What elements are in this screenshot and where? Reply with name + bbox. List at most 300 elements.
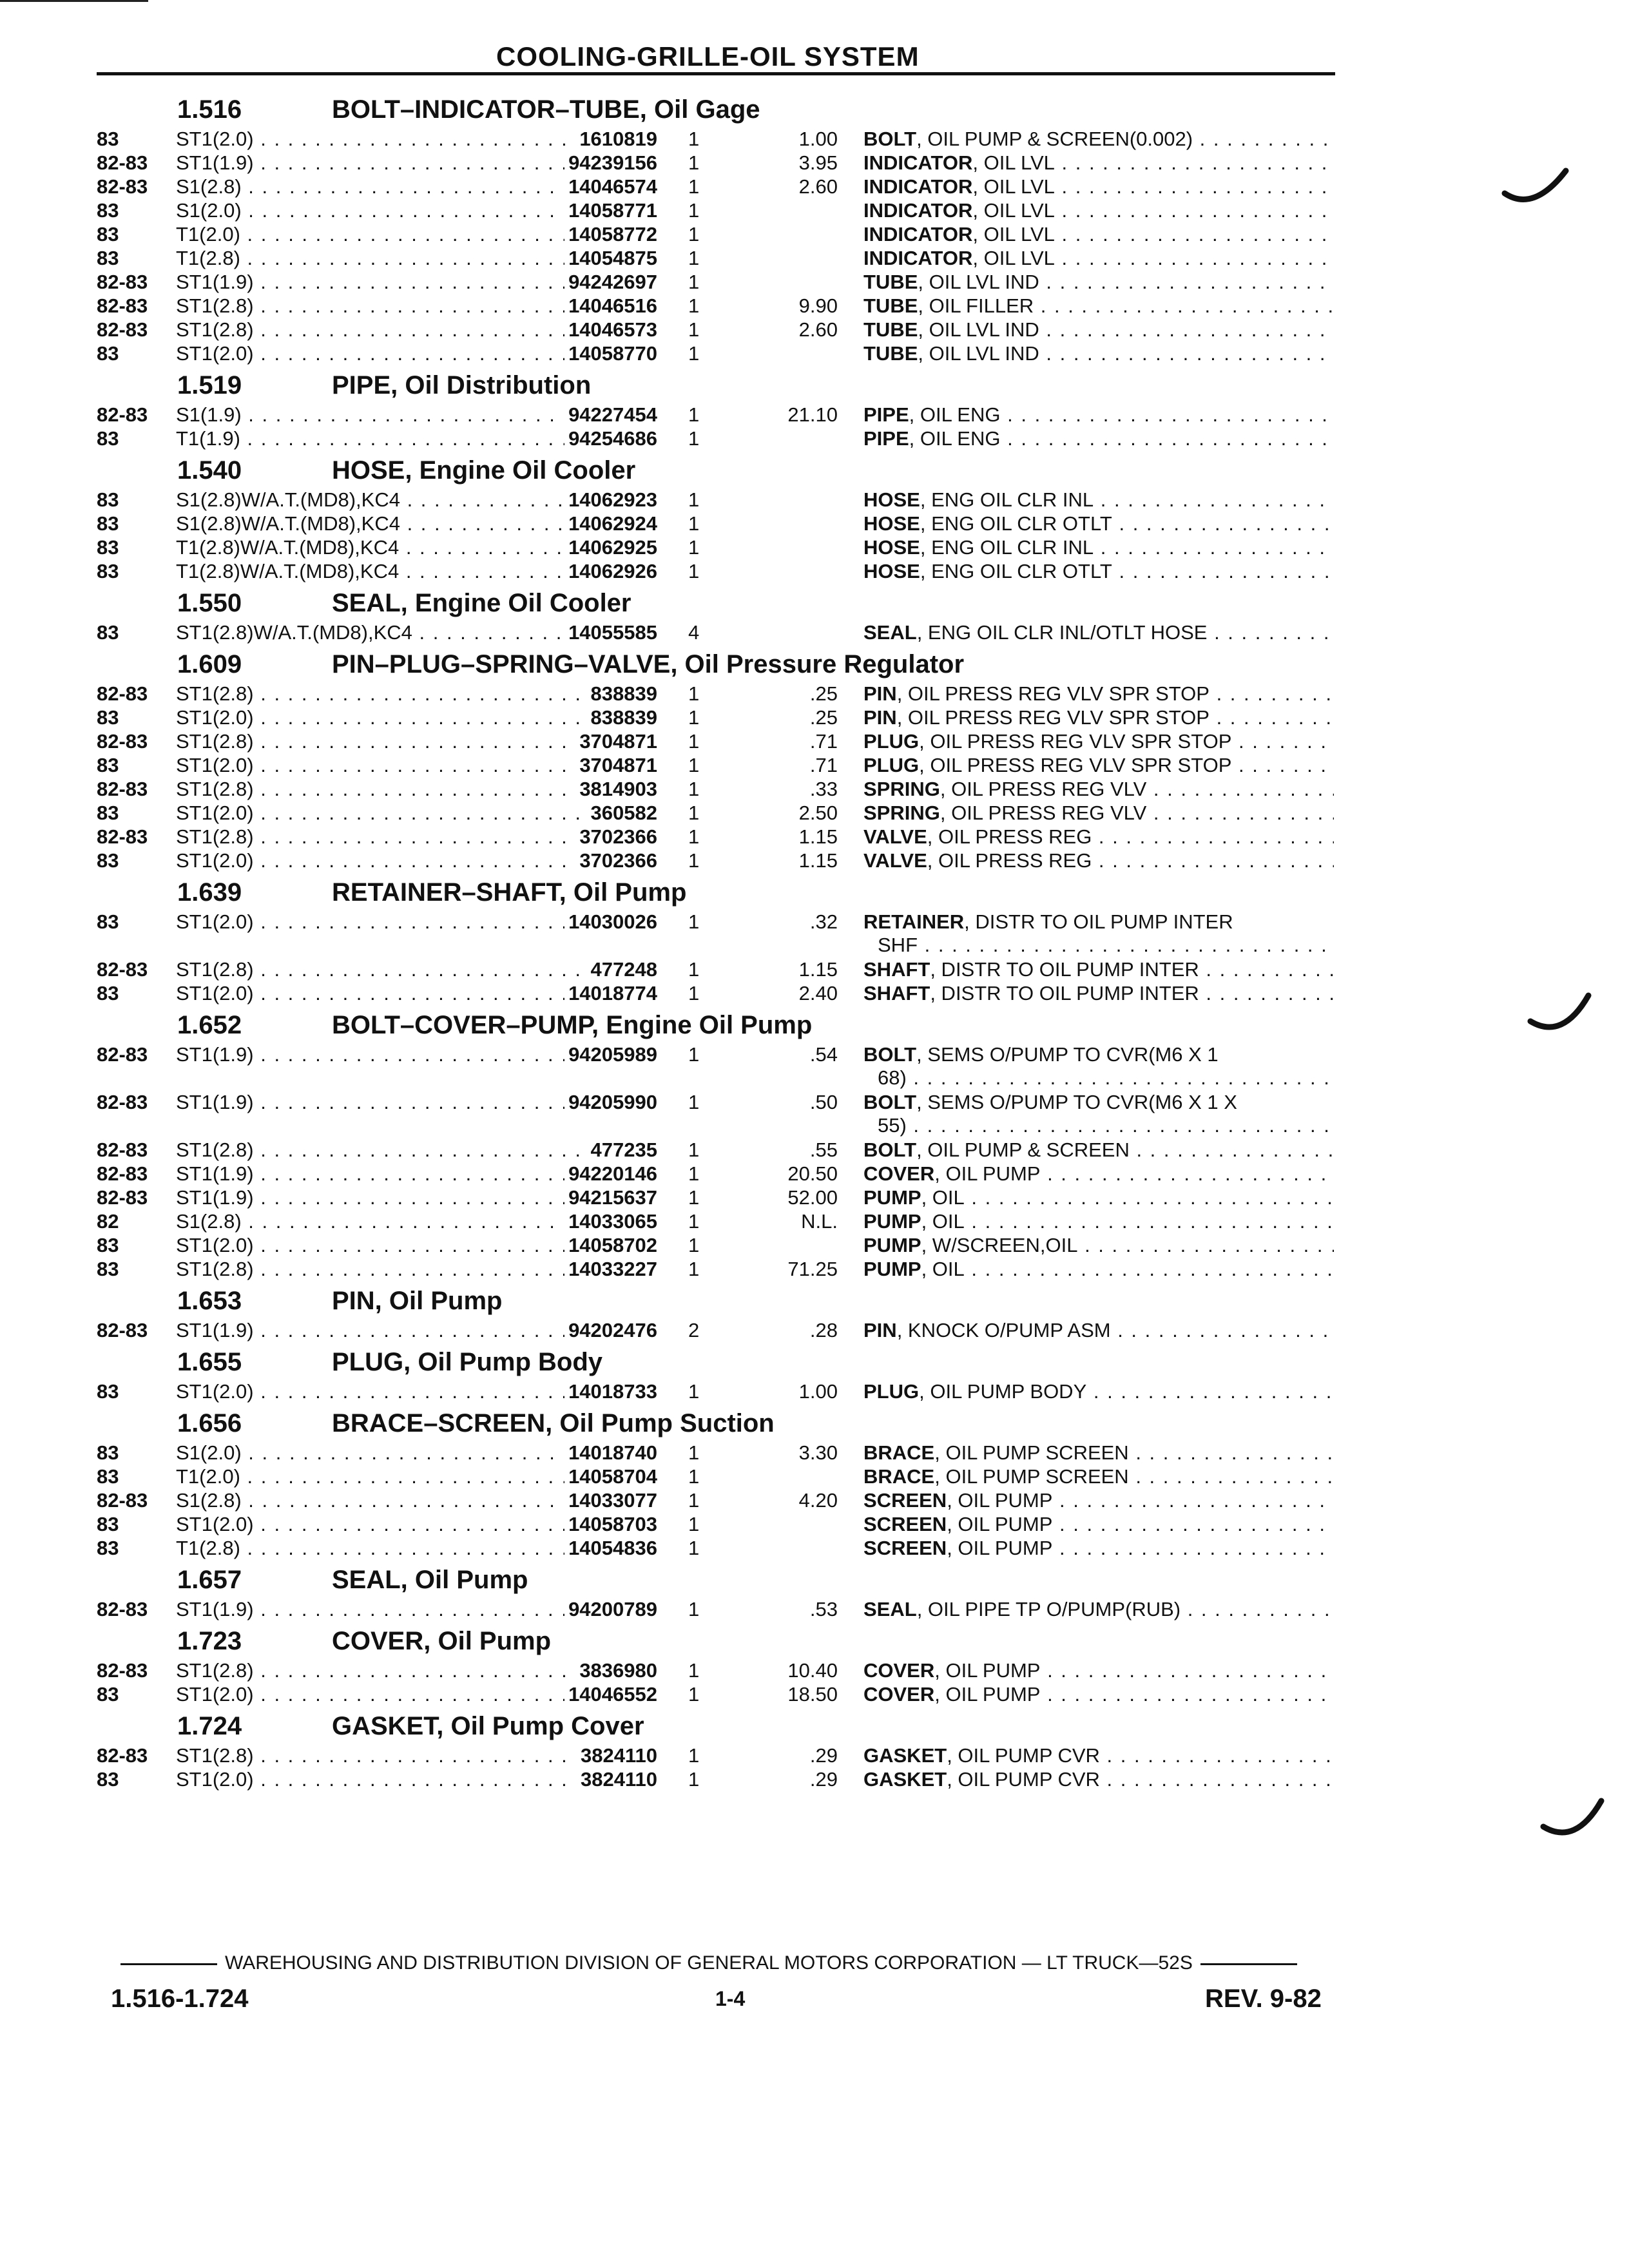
part-description — [863, 682, 1334, 706]
quantity: 1 — [688, 1210, 700, 1233]
part-number: 838839 — [587, 706, 657, 729]
part-detail: , OIL PUMP — [947, 1513, 1053, 1535]
part-number: 14033065 — [564, 1210, 657, 1233]
part-noun: BRACE — [863, 1465, 935, 1488]
part-description — [863, 706, 1334, 729]
part-description — [863, 1465, 1334, 1488]
part-description — [863, 730, 1334, 753]
part-row — [97, 223, 1334, 247]
model-application: ST1(2.0) . . . — [176, 1380, 621, 1403]
part-noun: HOSE — [863, 560, 920, 582]
part-row — [97, 1598, 1334, 1622]
part-detail: , OIL PRESS REG VLV SPR STOP — [919, 754, 1232, 776]
part-noun: INDICATOR — [863, 199, 973, 222]
model-application: ST1(2.8) . . . — [176, 778, 621, 801]
part-row — [97, 536, 1334, 560]
model-application: ST1(2.8) . . . — [176, 1139, 621, 1162]
part-detail: , OIL LVL IND — [918, 342, 1039, 365]
part-number: 94205989 — [564, 1043, 657, 1066]
part-number: 3836980 — [575, 1659, 657, 1682]
part-description — [863, 1598, 1334, 1621]
part-detail: , OIL PUMP SCREEN — [934, 1465, 1129, 1488]
price: 9.90 — [798, 294, 838, 317]
parts-catalog — [97, 90, 1334, 1792]
part-detail: , OIL LVL IND — [918, 271, 1039, 293]
model-application: T1(2.8)W/A.T.(MD8),KC4 . . . — [176, 560, 621, 583]
section-title: PIN, Oil Pump — [332, 1287, 503, 1315]
model-application: ST1(2.8) . . . — [176, 1258, 621, 1281]
section-header — [97, 1561, 1334, 1598]
model-application: ST1(2.8) . . . — [176, 825, 621, 849]
section-header — [97, 1622, 1334, 1659]
price: .29 — [809, 1744, 838, 1767]
model-application: ST1(2.0) . . . — [176, 1513, 621, 1536]
part-description — [863, 294, 1334, 318]
top-edge-rule — [0, 0, 148, 2]
part-description — [863, 1380, 1334, 1403]
model-year: 83 — [97, 199, 119, 222]
part-noun: BOLT — [863, 1043, 917, 1066]
part-number: 94254686 — [564, 427, 657, 450]
part-row — [97, 802, 1334, 825]
price: 71.25 — [787, 1258, 838, 1280]
part-description — [863, 1162, 1334, 1186]
model-year: 82-83 — [97, 1744, 148, 1767]
quantity: 1 — [688, 247, 700, 269]
model-application: T1(2.0) . . . — [176, 1465, 621, 1488]
model-application: ST1(2.0) . . . — [176, 1683, 621, 1706]
section-number: 1.519 — [177, 371, 242, 399]
model-application: ST1(2.8) . . . — [176, 294, 621, 318]
part-noun: PIN — [863, 1319, 897, 1341]
part-noun: SCREEN — [863, 1513, 947, 1535]
part-detail-continued: 55) . . . — [863, 1114, 1334, 1137]
part-number: 14046516 — [564, 294, 657, 318]
part-row — [97, 1465, 1334, 1489]
model-application: T1(2.8) . . . — [176, 1537, 621, 1560]
part-number: 94242697 — [564, 271, 657, 294]
section-title: SEAL, Oil Pump — [332, 1566, 528, 1594]
part-number: 3814903 — [575, 778, 657, 801]
part-row — [97, 1683, 1334, 1707]
part-detail: , OIL PUMP CVR — [947, 1768, 1100, 1791]
part-description — [863, 199, 1334, 222]
part-detail: , DISTR TO OIL PUMP INTER — [964, 910, 1233, 933]
part-description — [863, 427, 1334, 450]
part-number: 14018733 — [564, 1380, 657, 1403]
section-header — [97, 645, 1334, 682]
section-title: PIPE, Oil Distribution — [332, 371, 592, 399]
part-number: 94205990 — [564, 1091, 657, 1114]
model-application: ST1(1.9) . . . — [176, 151, 621, 175]
model-year: 83 — [97, 621, 119, 644]
part-detail: , OIL PUMP — [934, 1683, 1041, 1706]
model-application: T1(2.8) . . . — [176, 247, 621, 270]
model-application: ST1(1.9) . . . — [176, 1186, 621, 1209]
model-year: 83 — [97, 1258, 119, 1280]
part-description — [863, 1659, 1334, 1682]
quantity: 1 — [688, 1659, 700, 1682]
part-row — [97, 128, 1334, 151]
part-detail: , OIL PUMP & SCREEN — [916, 1139, 1130, 1161]
quantity: 1 — [688, 1489, 700, 1512]
part-row — [97, 730, 1334, 754]
check-mark-3 — [1540, 1798, 1611, 1849]
quantity: 1 — [688, 1139, 700, 1161]
part-description — [863, 342, 1334, 365]
quantity: 2 — [688, 1319, 700, 1341]
part-noun: SEAL — [863, 621, 917, 644]
part-description — [863, 175, 1334, 198]
model-application: S1(2.0) . . . — [176, 1441, 621, 1465]
price: 2.50 — [798, 802, 838, 824]
price: 20.50 — [787, 1162, 838, 1185]
model-application: ST1(2.0) . . . — [176, 982, 621, 1005]
model-year: 83 — [97, 247, 119, 269]
part-noun: BOLT — [863, 1091, 917, 1113]
quantity: 1 — [688, 1258, 700, 1280]
quantity: 1 — [688, 1380, 700, 1403]
quantity: 1 — [688, 802, 700, 824]
part-row — [97, 271, 1334, 294]
model-application: ST1(2.8) . . . — [176, 318, 621, 341]
part-noun: SHAFT — [863, 982, 930, 1004]
part-row — [97, 427, 1334, 451]
part-description — [863, 1234, 1334, 1257]
model-application: ST1(1.9) . . . — [176, 1598, 621, 1621]
model-application: S1(2.8)W/A.T.(MD8),KC4 . . . — [176, 488, 621, 512]
part-row — [97, 825, 1334, 849]
price: .29 — [809, 1768, 838, 1791]
price: N.L. — [801, 1210, 838, 1233]
quantity: 1 — [688, 1465, 700, 1488]
part-detail: , OIL LVL — [972, 151, 1055, 174]
price: 1.15 — [798, 849, 838, 872]
part-number: 14062923 — [564, 488, 657, 512]
price: .33 — [809, 778, 838, 800]
part-description — [863, 403, 1334, 427]
model-application: S1(2.8) . . . — [176, 1489, 621, 1512]
section-number: 1.724 — [177, 1712, 242, 1740]
quantity: 1 — [688, 1043, 700, 1066]
section-title: BOLT–INDICATOR–TUBE, Oil Gage — [332, 95, 760, 124]
quantity: 1 — [688, 175, 700, 198]
part-description — [863, 825, 1334, 849]
part-detail: , OIL — [921, 1210, 965, 1233]
part-description — [863, 1319, 1334, 1342]
part-row — [97, 1091, 1334, 1139]
part-noun: SCREEN — [863, 1537, 947, 1559]
section-title: COVER, Oil Pump — [332, 1627, 552, 1655]
quantity: 1 — [688, 403, 700, 426]
part-description — [863, 802, 1334, 825]
model-application: ST1(2.0) . . . — [176, 1234, 621, 1257]
part-detail: , OIL PUMP — [947, 1537, 1053, 1559]
section-header — [97, 1404, 1334, 1441]
model-year: 82-83 — [97, 403, 148, 426]
model-year: 83 — [97, 427, 119, 450]
part-noun: PUMP — [863, 1234, 921, 1256]
part-detail: , OIL PUMP CVR — [947, 1744, 1100, 1767]
part-description — [863, 1210, 1334, 1233]
part-noun: PUMP — [863, 1186, 921, 1209]
part-description — [863, 849, 1334, 872]
model-application: ST1(2.8) . . . — [176, 730, 621, 753]
part-number: 3702366 — [575, 849, 657, 872]
part-number: 94227454 — [564, 403, 657, 427]
part-row — [97, 151, 1334, 175]
quantity: 1 — [688, 1768, 700, 1791]
price: 4.20 — [798, 1489, 838, 1512]
part-row — [97, 1768, 1334, 1792]
part-number: 14062925 — [564, 536, 657, 559]
model-year: 82-83 — [97, 1598, 148, 1620]
section-title: PIN–PLUG–SPRING–VALVE, Oil Pressure Regulator — [332, 650, 965, 678]
part-row — [97, 682, 1334, 706]
part-description — [863, 1139, 1334, 1162]
model-year: 83 — [97, 1513, 119, 1535]
part-description — [863, 621, 1334, 644]
model-year: 83 — [97, 706, 119, 729]
section-title: GASKET, Oil Pump Cover — [332, 1712, 644, 1740]
price: .32 — [809, 910, 838, 933]
part-noun: SCREEN — [863, 1489, 947, 1512]
model-application: ST1(2.0) . . . — [176, 342, 621, 365]
quantity: 1 — [688, 318, 700, 341]
model-application: ST1(1.9) . . . — [176, 1043, 621, 1066]
part-description — [863, 512, 1334, 535]
model-application: ST1(2.8) . . . — [176, 682, 621, 706]
part-detail: , OIL LVL — [972, 247, 1055, 269]
part-number: 94202476 — [564, 1319, 657, 1342]
model-year: 82-83 — [97, 682, 148, 705]
price: .25 — [809, 682, 838, 705]
model-year: 83 — [97, 1537, 119, 1559]
model-application: ST1(2.0) . . . — [176, 128, 621, 151]
price: 1.15 — [798, 958, 838, 981]
part-detail: , OIL PRESS REG — [927, 825, 1092, 848]
part-row — [97, 778, 1334, 802]
part-noun: COVER — [863, 1659, 935, 1682]
part-number: 14055585 — [564, 621, 657, 644]
part-detail: , OIL LVL — [972, 223, 1055, 245]
model-year: 82-83 — [97, 175, 148, 198]
part-row — [97, 621, 1334, 645]
quantity: 1 — [688, 536, 700, 559]
quantity: 1 — [688, 151, 700, 174]
part-detail: , W/SCREEN,OIL — [921, 1234, 1078, 1256]
check-mark-2 — [1527, 992, 1598, 1044]
model-year: 83 — [97, 1234, 119, 1256]
part-number: 14058770 — [564, 342, 657, 365]
model-application: S1(2.8) . . . — [176, 1210, 621, 1233]
part-row — [97, 560, 1334, 584]
model-application: ST1(2.8)W/A.T.(MD8),KC4 . . . — [176, 621, 621, 644]
model-year: 83 — [97, 849, 119, 872]
section-header — [97, 1282, 1334, 1319]
part-description — [863, 1768, 1334, 1791]
part-row — [97, 706, 1334, 730]
section-number: 1.653 — [177, 1287, 242, 1315]
footer-rule-right — [1200, 1963, 1297, 1965]
quantity: 1 — [688, 1162, 700, 1185]
part-row — [97, 1234, 1334, 1258]
part-noun: PIPE — [863, 403, 909, 426]
model-year: 82-83 — [97, 778, 148, 800]
part-description — [863, 151, 1334, 175]
part-row — [97, 1537, 1334, 1561]
part-detail: , KNOCK O/PUMP ASM — [896, 1319, 1111, 1341]
price: 52.00 — [787, 1186, 838, 1209]
part-number: 14046574 — [564, 175, 657, 198]
part-row — [97, 849, 1334, 873]
price: 21.10 — [787, 403, 838, 426]
part-row — [97, 1186, 1334, 1210]
part-detail: , OIL LVL — [972, 175, 1055, 198]
model-year: 83 — [97, 488, 119, 511]
part-detail: , DISTR TO OIL PUMP INTER — [930, 958, 1199, 981]
quantity: 1 — [688, 778, 700, 800]
quantity: 1 — [688, 1744, 700, 1767]
quantity: 1 — [688, 427, 700, 450]
part-detail: , OIL PIPE TP O/PUMP(RUB) — [916, 1598, 1181, 1620]
part-row — [97, 247, 1334, 271]
model-year: 83 — [97, 802, 119, 824]
quantity: 1 — [688, 1537, 700, 1559]
part-row — [97, 1139, 1334, 1162]
model-application: ST1(1.9) . . . — [176, 1091, 621, 1114]
part-noun: HOSE — [863, 536, 920, 559]
model-year: 82-83 — [97, 825, 148, 848]
part-description — [863, 1258, 1334, 1281]
part-noun: BOLT — [863, 1139, 917, 1161]
part-description — [863, 958, 1334, 981]
quantity: 1 — [688, 849, 700, 872]
part-noun: SPRING — [863, 778, 940, 800]
part-row — [97, 1162, 1334, 1186]
part-noun: INDICATOR — [863, 151, 973, 174]
part-number: 3824110 — [577, 1768, 657, 1791]
model-application: S1(2.8) . . . — [176, 175, 621, 198]
check-mark-1 — [1501, 168, 1572, 213]
part-row — [97, 318, 1334, 342]
page-title: COOLING-GRILLE-OIL SYSTEM — [496, 41, 920, 72]
model-application: ST1(2.0) . . . — [176, 706, 621, 729]
part-detail: , OIL PRESS REG VLV — [940, 802, 1147, 824]
part-row — [97, 342, 1334, 366]
section-number: 1.655 — [177, 1348, 242, 1376]
model-application: T1(2.8)W/A.T.(MD8),KC4 . . . — [176, 536, 621, 559]
part-noun: COVER — [863, 1162, 935, 1185]
quantity: 1 — [688, 1234, 700, 1256]
part-row — [97, 1659, 1334, 1683]
section-header — [97, 873, 1334, 910]
part-detail: , OIL PUMP — [934, 1162, 1041, 1185]
model-year: 82-83 — [97, 730, 148, 753]
part-noun: PIN — [863, 706, 897, 729]
part-detail: , OIL PRESS REG VLV SPR STOP — [896, 706, 1210, 729]
price: 3.30 — [798, 1441, 838, 1464]
model-application: ST1(2.0) . . . — [176, 754, 621, 777]
model-application: ST1(2.8) . . . — [176, 1744, 621, 1767]
part-noun: COVER — [863, 1683, 935, 1706]
part-description — [863, 1091, 1334, 1137]
part-row — [97, 1210, 1334, 1234]
part-detail: , OIL PRESS REG VLV SPR STOP — [919, 730, 1232, 753]
price: 10.40 — [787, 1659, 838, 1682]
section-header — [97, 1707, 1334, 1744]
section-header — [97, 451, 1334, 488]
model-application: ST1(1.9) . . . — [176, 1319, 621, 1342]
quantity: 1 — [688, 512, 700, 535]
price: 1.00 — [798, 128, 838, 150]
quantity: 1 — [688, 560, 700, 582]
part-number: 14058704 — [564, 1465, 657, 1488]
part-row — [97, 910, 1334, 958]
part-number: 14058703 — [564, 1513, 657, 1536]
part-noun: INDICATOR — [863, 247, 973, 269]
quantity: 1 — [688, 294, 700, 317]
part-row — [97, 1319, 1334, 1343]
part-description — [863, 1441, 1334, 1465]
model-year: 82-83 — [97, 1162, 148, 1185]
section-number: 1.540 — [177, 456, 242, 485]
part-number: 94239156 — [564, 151, 657, 175]
part-description — [863, 1744, 1334, 1767]
part-noun: TUBE — [863, 294, 918, 317]
model-year: 82-83 — [97, 1091, 148, 1113]
part-detail: , ENG OIL CLR INL/OTLT HOSE — [916, 621, 1208, 644]
part-description — [863, 1186, 1334, 1209]
model-year: 82-83 — [97, 151, 148, 174]
model-year: 82-83 — [97, 318, 148, 341]
part-number: 360582 — [587, 802, 657, 825]
part-detail: , OIL PRESS REG VLV SPR STOP — [896, 682, 1210, 705]
part-noun: HOSE — [863, 512, 920, 535]
section-number: 1.609 — [177, 650, 242, 678]
model-application: ST1(2.0) . . . — [176, 910, 621, 934]
section-title: PLUG, Oil Pump Body — [332, 1348, 603, 1376]
part-noun: INDICATOR — [863, 223, 973, 245]
model-year: 83 — [97, 512, 119, 535]
header-rule — [97, 72, 1335, 75]
section-number: 1.516 — [177, 95, 242, 124]
part-detail: , OIL PUMP & SCREEN(0.002) — [916, 128, 1193, 150]
part-noun: INDICATOR — [863, 175, 973, 198]
part-detail: , OIL FILLER — [918, 294, 1034, 317]
quantity: 1 — [688, 1441, 700, 1464]
part-number: 3824110 — [577, 1744, 657, 1767]
price: 2.60 — [798, 175, 838, 198]
section-number: 1.656 — [177, 1409, 242, 1437]
part-detail: , DISTR TO OIL PUMP INTER — [930, 982, 1199, 1004]
price: .55 — [809, 1139, 838, 1161]
model-year: 83 — [97, 982, 119, 1004]
section-number: 1.550 — [177, 589, 242, 617]
model-year: 83 — [97, 1465, 119, 1488]
quantity: 1 — [688, 199, 700, 222]
part-noun: TUBE — [863, 342, 918, 365]
quantity: 1 — [688, 825, 700, 848]
part-number: 477248 — [587, 958, 657, 981]
part-detail: , OIL PUMP SCREEN — [934, 1441, 1129, 1464]
part-description — [863, 910, 1334, 957]
part-detail: , SEMS O/PUMP TO CVR(M6 X 1 — [916, 1043, 1219, 1066]
model-year: 82-83 — [97, 1186, 148, 1209]
part-noun: VALVE — [863, 825, 927, 848]
part-row — [97, 1258, 1334, 1282]
model-year: 83 — [97, 560, 119, 582]
